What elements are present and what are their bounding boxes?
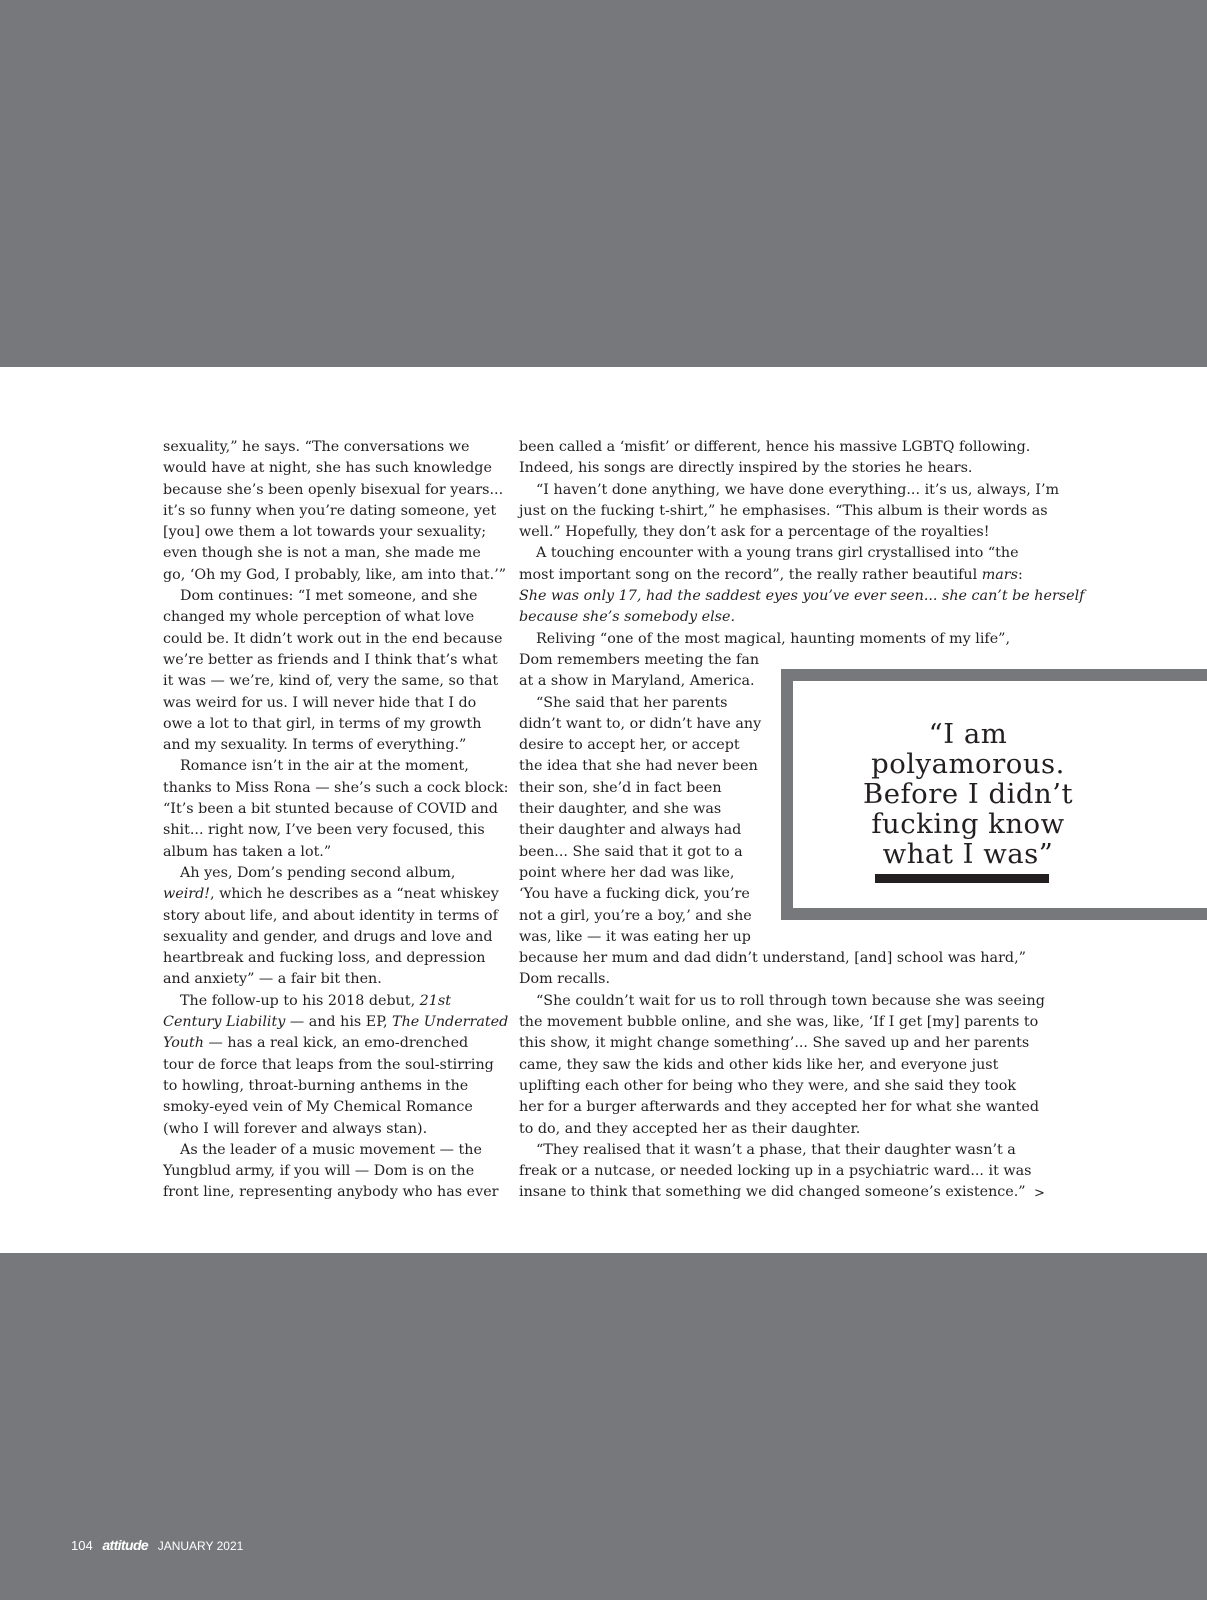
pull-quote-text (803, 719, 1133, 869)
text-line: ‘You have a fucking dick, you’re (519, 886, 750, 903)
text-line: “She couldn’t wait for us to roll through town because she was seeing (536, 992, 1045, 1009)
lyric-line: because she’s somebody else. (519, 609, 735, 626)
pull-quote-line: fucking know (871, 808, 1065, 840)
text-line: well.” Hopefully, they don’t ask for a percentage of the royalties! (519, 524, 990, 541)
text-line: A touching encounter with a young trans girl crystallised into “the (536, 545, 1019, 562)
pull-quote-line: polyamorous. (871, 748, 1065, 780)
text-line: uplifting each other for being who they were, and she said they took (519, 1077, 1017, 1094)
pull-quote-panel (793, 681, 1207, 908)
song-title: mars (981, 566, 1018, 583)
text-line: “They realised that it wasn’t a phase, that their daughter wasn’t a (536, 1141, 1016, 1158)
text-line: Yungblud army, if you will — Dom is on the (163, 1163, 475, 1180)
pull-quote-line: Before I didn’t (863, 778, 1073, 810)
text-line: and my sexuality. In terms of everything.” (163, 737, 467, 754)
text-line: “It’s been a bit stunted because of COVID and (163, 801, 498, 818)
text-line: their son, she’d in fact been (519, 779, 722, 796)
text-line: changed my whole perception of what love (163, 609, 475, 626)
text-line: because she’s been openly bisexual for years... (163, 481, 504, 498)
text-line: because her mum and dad didn’t understand, [and] school was hard,” (519, 950, 1026, 967)
text-line: Indeed, his songs are directly inspired by the stories he hears. (519, 460, 973, 477)
text-line: at a show in Maryland, America. (519, 673, 755, 690)
text-line: Dom continues: “I met someone, and she (180, 588, 478, 605)
text-line: sexuality and gender, and drugs and love and (163, 928, 493, 945)
continue-arrow-icon: > (1034, 1186, 1045, 1201)
text-line: it was — we’re, kind of, very the same, so that (163, 673, 499, 690)
lyric-line: She was only 17, had the saddest eyes you’ve ever seen... she can’t be herself (519, 588, 1085, 605)
text-line: could be. It didn’t work out in the end because (163, 630, 503, 647)
text-line: even though she is not a man, she made me (163, 545, 481, 562)
text-line: just on the fucking t-shirt,” he emphasises. “This album is their words as (519, 502, 1048, 519)
pull-quote-line: what I was” (882, 838, 1054, 870)
text-line: to howling, throat-burning anthems in the (163, 1077, 469, 1094)
text-line: story about life, and about identity in terms of (163, 907, 498, 924)
album-title: weird! (163, 886, 211, 903)
text-line: The follow-up to his 2018 debut, 21st (180, 992, 451, 1009)
text-line: front line, representing anybody who has ever (163, 1184, 499, 1201)
text-line: shit... right now, I’ve been very focused, this (163, 822, 485, 839)
text-line: would have at night, she has such knowledge (163, 460, 492, 477)
pull-quote-rule (875, 874, 1049, 883)
text-line: to do, and they accepted her as their daughter. (519, 1120, 861, 1137)
text-line: tour de force that leaps from the soul-stirring (163, 1056, 494, 1073)
pull-quote-line: “I am (928, 718, 1008, 750)
text-line: most important song on the record”, the really rather beautiful mars: (519, 566, 1023, 583)
text-line: didn’t want to, or didn’t have any (519, 715, 762, 732)
text-line: their daughter, and she was (519, 801, 722, 818)
text-line: As the leader of a music movement — the (180, 1141, 482, 1158)
issue-date: JANUARY 2021 (157, 1539, 244, 1553)
text-line: been called a ‘misfit’ or different, hence his massive LGBTQ following. (519, 439, 1031, 455)
page-footer (71, 1537, 243, 1553)
text-line: Dom remembers meeting the fan (519, 651, 760, 668)
text-line: (who I will forever and always stan). (163, 1120, 428, 1137)
text-line: we’re better as friends and I think that’s what (163, 651, 498, 668)
text-line: this show, it might change something’... She saved up and her parents (519, 1035, 1030, 1052)
text-line: thanks to Miss Rona — she’s such a cock block: (163, 779, 509, 796)
text-line: it’s so funny when you’re dating someone, yet (163, 502, 497, 519)
text-line: Dom recalls. (519, 971, 611, 988)
magazine-logo: attitude (102, 1537, 149, 1553)
text-line: been... She said that it got to a (519, 843, 743, 860)
text-line: their daughter and always had (519, 822, 742, 839)
text-line: freak or a nutcase, or needed locking up in a psychiatric ward... it was (519, 1163, 1032, 1180)
text-line: not a girl, you’re a boy,’ and she (519, 907, 752, 924)
text-line: the movement bubble online, and she was, like, ‘If I get [my] parents to (519, 1014, 1039, 1031)
text-line: desire to accept her, or accept (519, 737, 740, 754)
text-line: smoky-eyed vein of My Chemical Romance (163, 1099, 473, 1116)
text-line: Romance isn’t in the air at the moment, (180, 758, 469, 775)
text-line: [you] owe them a lot towards your sexuality; (163, 524, 487, 541)
text-line: “She said that her parents (536, 694, 728, 711)
top-image-band (0, 0, 1207, 367)
text-line: heartbreak and fucking loss, and depression (163, 950, 486, 967)
text-line: Ah yes, Dom’s pending second album, (180, 864, 456, 881)
text-line: Century Liability — and his EP, The Underrated (163, 1014, 509, 1031)
text-line: Reliving “one of the most magical, haunting moments of my life”, (536, 630, 1011, 647)
text-line: and anxiety” — a fair bit then. (163, 971, 382, 988)
text-line: weird!, which he describes as a “neat whiskey (163, 886, 499, 903)
text-line: “I haven’t done anything, we have done everything... it’s us, always, I’m (536, 481, 1060, 498)
text-line: album has taken a lot.” (163, 843, 332, 860)
text-line: her for a burger afterwards and they accepted her for what she wanted (519, 1099, 1040, 1116)
text-line: the idea that she had never been (519, 758, 758, 775)
page-number: 104 (71, 1538, 93, 1553)
text-line: Youth — has a real kick, an emo-drenched (163, 1035, 469, 1052)
text-line: owe a lot to that girl, in terms of my growth (163, 715, 482, 732)
left-text-column (163, 437, 509, 1204)
text-line: was weird for us. I will never hide that I do (163, 694, 477, 711)
text-line: point where her dad was like, (519, 864, 735, 881)
text-line: go, ‘Oh my God, I probably, like, am into that.’” (163, 566, 507, 583)
text-line: was, like — it was eating her up (519, 928, 751, 945)
text-line: came, they saw the kids and other kids like her, and everyone just (519, 1056, 999, 1073)
pull-quote-box (781, 669, 1207, 920)
text-line: sexuality,” he says. “The conversations we (163, 439, 470, 455)
text-line: insane to think that something we did changed someone’s existence.” (519, 1184, 1026, 1201)
